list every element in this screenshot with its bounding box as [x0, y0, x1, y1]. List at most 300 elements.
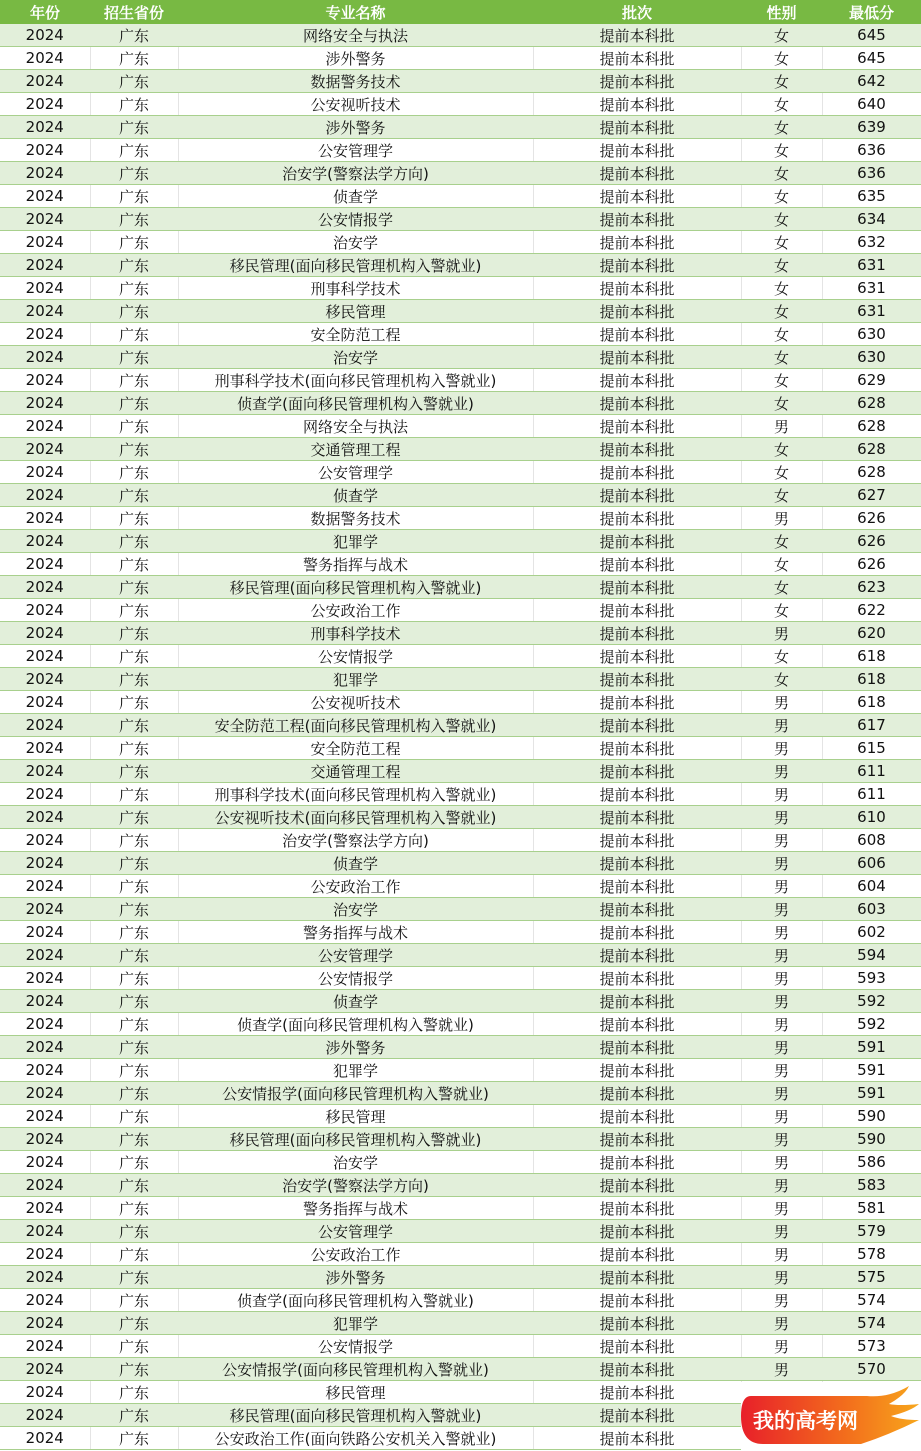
cell-province: 广东 — [90, 139, 178, 162]
cell-gender: 男 — [741, 1082, 822, 1105]
cell-province: 广东 — [90, 622, 178, 645]
cell-year: 2024 — [0, 760, 90, 783]
cell-year: 2024 — [0, 1381, 90, 1404]
cell-gender: 女 — [741, 231, 822, 254]
cell-min-score: 632 — [822, 231, 921, 254]
cell-gender: 男 — [741, 714, 822, 737]
cell-batch: 提前本科批 — [533, 576, 741, 599]
cell-min-score: 573 — [822, 1335, 921, 1358]
cell-batch: 提前本科批 — [533, 93, 741, 116]
cell-year: 2024 — [0, 415, 90, 438]
cell-batch: 提前本科批 — [533, 737, 741, 760]
cell-year: 2024 — [0, 162, 90, 185]
cell-year: 2024 — [0, 369, 90, 392]
table-row — [0, 599, 921, 622]
cell-min-score: 642 — [822, 70, 921, 93]
cell-major: 治安学(警察法学方向) — [178, 1174, 533, 1197]
cell-batch: 提前本科批 — [533, 1174, 741, 1197]
cell-batch: 提前本科批 — [533, 392, 741, 415]
cell-min-score: 627 — [822, 484, 921, 507]
cell-min-score: 626 — [822, 553, 921, 576]
cell-major: 公安政治工作(面向铁路公安机关入警就业) — [178, 1427, 533, 1450]
cell-major: 犯罪学 — [178, 1059, 533, 1082]
cell-major: 数据警务技术 — [178, 70, 533, 93]
cell-major: 侦查学(面向移民管理机构入警就业) — [178, 1289, 533, 1312]
cell-major: 网络安全与执法 — [178, 415, 533, 438]
cell-gender: 男 — [741, 622, 822, 645]
table-row — [0, 1013, 921, 1036]
cell-batch: 提前本科批 — [533, 300, 741, 323]
cell-year: 2024 — [0, 829, 90, 852]
table-row — [0, 1059, 921, 1082]
table-row — [0, 829, 921, 852]
table-row — [0, 461, 921, 484]
cell-major: 数据警务技术 — [178, 507, 533, 530]
cell-gender: 男 — [741, 1243, 822, 1266]
cell-batch: 提前本科批 — [533, 967, 741, 990]
cell-batch: 提前本科批 — [533, 1335, 741, 1358]
cell-min-score: 575 — [822, 1266, 921, 1289]
cell-gender: 男 — [741, 737, 822, 760]
cell-gender: 女 — [741, 369, 822, 392]
cell-min-score: 594 — [822, 944, 921, 967]
cell-gender: 男 — [741, 1059, 822, 1082]
cell-province: 广东 — [90, 507, 178, 530]
cell-major: 侦查学 — [178, 484, 533, 507]
cell-province: 广东 — [90, 1059, 178, 1082]
cell-year: 2024 — [0, 116, 90, 139]
table-row — [0, 507, 921, 530]
cell-batch: 提前本科批 — [533, 254, 741, 277]
cell-min-score: 645 — [822, 47, 921, 70]
cell-gender: 男 — [741, 1266, 822, 1289]
cell-batch: 提前本科批 — [533, 530, 741, 553]
cell-gender: 女 — [741, 300, 822, 323]
cell-province: 广东 — [90, 346, 178, 369]
cell-gender: 女 — [741, 70, 822, 93]
cell-min-score: 583 — [822, 1174, 921, 1197]
cell-province: 广东 — [90, 691, 178, 714]
cell-batch: 提前本科批 — [533, 1243, 741, 1266]
table-row — [0, 346, 921, 369]
cell-gender: 男 — [741, 852, 822, 875]
cell-major: 移民管理(面向移民管理机构入警就业) — [178, 576, 533, 599]
cell-min-score: 581 — [822, 1197, 921, 1220]
cell-major: 安全防范工程 — [178, 323, 533, 346]
cell-major: 治安学(警察法学方向) — [178, 829, 533, 852]
cell-min-score: 610 — [822, 806, 921, 829]
cell-major: 安全防范工程 — [178, 737, 533, 760]
table-row — [0, 760, 921, 783]
table-row — [0, 1036, 921, 1059]
cell-year: 2024 — [0, 1335, 90, 1358]
cell-major: 涉外警务 — [178, 47, 533, 70]
cell-year: 2024 — [0, 231, 90, 254]
table-row — [0, 1358, 921, 1381]
cell-batch: 提前本科批 — [533, 990, 741, 1013]
cell-major: 交通管理工程 — [178, 438, 533, 461]
cell-batch: 提前本科批 — [533, 944, 741, 967]
cell-province: 广东 — [90, 93, 178, 116]
cell-gender: 男 — [741, 990, 822, 1013]
header-batch: 批次 — [533, 0, 741, 24]
cell-batch: 提前本科批 — [533, 1358, 741, 1381]
cell-province: 广东 — [90, 208, 178, 231]
cell-major: 犯罪学 — [178, 668, 533, 691]
table-row — [0, 392, 921, 415]
cell-gender: 男 — [741, 921, 822, 944]
cell-batch: 提前本科批 — [533, 1151, 741, 1174]
cell-province: 广东 — [90, 898, 178, 921]
table-row — [0, 24, 921, 47]
cell-batch: 提前本科批 — [533, 553, 741, 576]
cell-gender: 男 — [741, 1312, 822, 1335]
cell-province: 广东 — [90, 783, 178, 806]
table-row — [0, 93, 921, 116]
cell-year: 2024 — [0, 1427, 90, 1450]
cell-year: 2024 — [0, 806, 90, 829]
cell-batch: 提前本科批 — [533, 622, 741, 645]
cell-min-score: 626 — [822, 530, 921, 553]
cell-major: 公安视听技术(面向移民管理机构入警就业) — [178, 806, 533, 829]
cell-gender: 女 — [741, 24, 822, 47]
cell-province: 广东 — [90, 990, 178, 1013]
cell-year: 2024 — [0, 47, 90, 70]
cell-min-score: 590 — [822, 1128, 921, 1151]
cell-major: 移民管理(面向移民管理机构入警就业) — [178, 1128, 533, 1151]
cell-major: 移民管理 — [178, 300, 533, 323]
cell-major: 侦查学 — [178, 185, 533, 208]
cell-year: 2024 — [0, 1059, 90, 1082]
cell-batch: 提前本科批 — [533, 852, 741, 875]
cell-year: 2024 — [0, 438, 90, 461]
cell-year: 2024 — [0, 1151, 90, 1174]
cell-min-score: 586 — [822, 1151, 921, 1174]
cell-province: 广东 — [90, 553, 178, 576]
cell-province: 广东 — [90, 668, 178, 691]
cell-gender: 女 — [741, 323, 822, 346]
cell-province: 广东 — [90, 645, 178, 668]
cell-gender: 男 — [741, 967, 822, 990]
cell-year: 2024 — [0, 714, 90, 737]
cell-min-score: 626 — [822, 507, 921, 530]
cell-batch: 提前本科批 — [533, 1013, 741, 1036]
cell-major: 治安学 — [178, 231, 533, 254]
header-row — [0, 0, 921, 24]
table-row — [0, 622, 921, 645]
table-row — [0, 806, 921, 829]
cell-major: 公安政治工作 — [178, 875, 533, 898]
cell-min-score: 578 — [822, 1243, 921, 1266]
cell-major: 公安管理学 — [178, 1220, 533, 1243]
cell-min-score: 606 — [822, 852, 921, 875]
cell-gender: 女 — [741, 553, 822, 576]
cell-province: 广东 — [90, 116, 178, 139]
table-row — [0, 921, 921, 944]
cell-batch: 提前本科批 — [533, 231, 741, 254]
cell-major: 公安政治工作 — [178, 1243, 533, 1266]
cell-gender: 男 — [741, 1174, 822, 1197]
cell-batch: 提前本科批 — [533, 691, 741, 714]
header-major: 专业名称 — [178, 0, 533, 24]
cell-gender: 女 — [741, 254, 822, 277]
table-row — [0, 1197, 921, 1220]
cell-batch: 提前本科批 — [533, 415, 741, 438]
cell-batch: 提前本科批 — [533, 1036, 741, 1059]
cell-year: 2024 — [0, 1358, 90, 1381]
table-row — [0, 116, 921, 139]
cell-province: 广东 — [90, 1220, 178, 1243]
cell-gender: 男 — [741, 1220, 822, 1243]
cell-min-score: 592 — [822, 1013, 921, 1036]
cell-min-score: 635 — [822, 185, 921, 208]
cell-batch: 提前本科批 — [533, 1128, 741, 1151]
cell-batch: 提前本科批 — [533, 1427, 741, 1450]
cell-major: 警务指挥与战术 — [178, 1197, 533, 1220]
cell-batch: 提前本科批 — [533, 875, 741, 898]
cell-province: 广东 — [90, 185, 178, 208]
cell-gender: 男 — [741, 691, 822, 714]
cell-province: 广东 — [90, 1105, 178, 1128]
cell-min-score: 622 — [822, 599, 921, 622]
cell-batch: 提前本科批 — [533, 1289, 741, 1312]
cell-province: 广东 — [90, 1381, 178, 1404]
cell-batch: 提前本科批 — [533, 323, 741, 346]
cell-major: 公安情报学(面向移民管理机构入警就业) — [178, 1358, 533, 1381]
cell-major: 刑事科学技术 — [178, 277, 533, 300]
table-row — [0, 1151, 921, 1174]
cell-year: 2024 — [0, 852, 90, 875]
cell-major: 警务指挥与战术 — [178, 553, 533, 576]
cell-min-score: 608 — [822, 829, 921, 852]
cell-min-score: 604 — [822, 875, 921, 898]
table-row — [0, 1128, 921, 1151]
cell-batch: 提前本科批 — [533, 1105, 741, 1128]
cell-min-score: 590 — [822, 1105, 921, 1128]
cell-major: 侦查学 — [178, 852, 533, 875]
table-row — [0, 645, 921, 668]
cell-min-score: 591 — [822, 1082, 921, 1105]
cell-min-score: 570 — [822, 1358, 921, 1381]
cell-province: 广东 — [90, 714, 178, 737]
cell-batch: 提前本科批 — [533, 1197, 741, 1220]
cell-min-score: 634 — [822, 208, 921, 231]
cell-year: 2024 — [0, 484, 90, 507]
cell-year: 2024 — [0, 507, 90, 530]
cell-batch: 提前本科批 — [533, 599, 741, 622]
cell-gender: 男 — [741, 1335, 822, 1358]
cell-year: 2024 — [0, 346, 90, 369]
cell-province: 广东 — [90, 1036, 178, 1059]
cell-major: 刑事科学技术 — [178, 622, 533, 645]
cell-province: 广东 — [90, 1151, 178, 1174]
header-year: 年份 — [0, 0, 90, 24]
cell-year: 2024 — [0, 1197, 90, 1220]
cell-gender: 女 — [741, 530, 822, 553]
cell-province: 广东 — [90, 300, 178, 323]
cell-batch: 提前本科批 — [533, 139, 741, 162]
cell-year: 2024 — [0, 576, 90, 599]
table-row — [0, 369, 921, 392]
cell-province: 广东 — [90, 760, 178, 783]
cell-province: 广东 — [90, 1174, 178, 1197]
cell-major: 公安情报学 — [178, 967, 533, 990]
cell-province: 广东 — [90, 438, 178, 461]
cell-gender: 男 — [741, 1197, 822, 1220]
cell-province: 广东 — [90, 47, 178, 70]
table-body — [0, 24, 921, 1450]
table-row — [0, 990, 921, 1013]
cell-major: 侦查学 — [178, 990, 533, 1013]
cell-year: 2024 — [0, 1289, 90, 1312]
table-row — [0, 139, 921, 162]
cell-province: 广东 — [90, 852, 178, 875]
cell-province: 广东 — [90, 484, 178, 507]
cell-batch: 提前本科批 — [533, 70, 741, 93]
table-row — [0, 1312, 921, 1335]
cell-major: 治安学 — [178, 346, 533, 369]
cell-year: 2024 — [0, 990, 90, 1013]
cell-min-score: 615 — [822, 737, 921, 760]
cell-province: 广东 — [90, 254, 178, 277]
cell-major: 公安情报学(面向移民管理机构入警就业) — [178, 1082, 533, 1105]
cell-min-score: 602 — [822, 921, 921, 944]
cell-year: 2024 — [0, 1174, 90, 1197]
cell-batch: 提前本科批 — [533, 507, 741, 530]
cell-gender: 女 — [741, 185, 822, 208]
cell-year: 2024 — [0, 1128, 90, 1151]
cell-year: 2024 — [0, 208, 90, 231]
cell-year: 2024 — [0, 1266, 90, 1289]
watermark-text: 我的高考网 — [753, 1409, 858, 1433]
cell-major: 涉外警务 — [178, 116, 533, 139]
cell-year: 2024 — [0, 93, 90, 116]
cell-min-score: 640 — [822, 93, 921, 116]
cell-gender: 女 — [741, 576, 822, 599]
cell-year: 2024 — [0, 185, 90, 208]
cell-gender: 男 — [741, 806, 822, 829]
table-row — [0, 875, 921, 898]
table-row — [0, 668, 921, 691]
cell-min-score: 645 — [822, 24, 921, 47]
cell-major: 涉外警务 — [178, 1266, 533, 1289]
cell-major: 安全防范工程(面向移民管理机构入警就业) — [178, 714, 533, 737]
cell-major: 警务指挥与战术 — [178, 921, 533, 944]
cell-province: 广东 — [90, 1266, 178, 1289]
table-row — [0, 576, 921, 599]
cell-province: 广东 — [90, 737, 178, 760]
cell-year: 2024 — [0, 622, 90, 645]
cell-batch: 提前本科批 — [533, 921, 741, 944]
cell-province: 广东 — [90, 921, 178, 944]
table-row — [0, 254, 921, 277]
cell-gender: 男 — [741, 1128, 822, 1151]
cell-year: 2024 — [0, 70, 90, 93]
cell-major: 刑事科学技术(面向移民管理机构入警就业) — [178, 783, 533, 806]
table-row — [0, 185, 921, 208]
cell-year: 2024 — [0, 921, 90, 944]
cell-major: 网络安全与执法 — [178, 24, 533, 47]
table-row — [0, 783, 921, 806]
cell-gender: 女 — [741, 668, 822, 691]
cell-batch: 提前本科批 — [533, 1220, 741, 1243]
cell-province: 广东 — [90, 1243, 178, 1266]
cell-year: 2024 — [0, 530, 90, 553]
cell-gender: 女 — [741, 47, 822, 70]
cell-batch: 提前本科批 — [533, 484, 741, 507]
cell-gender: 男 — [741, 829, 822, 852]
cell-year: 2024 — [0, 392, 90, 415]
cell-min-score: 592 — [822, 990, 921, 1013]
table-row — [0, 70, 921, 93]
cell-year: 2024 — [0, 1243, 90, 1266]
cell-major: 公安管理学 — [178, 139, 533, 162]
cell-min-score: 593 — [822, 967, 921, 990]
cell-gender: 女 — [741, 645, 822, 668]
table-row — [0, 737, 921, 760]
cell-batch: 提前本科批 — [533, 116, 741, 139]
cell-major: 公安情报学 — [178, 1335, 533, 1358]
cell-batch: 提前本科批 — [533, 1266, 741, 1289]
table-row — [0, 484, 921, 507]
cell-batch: 提前本科批 — [533, 277, 741, 300]
cell-min-score: 630 — [822, 323, 921, 346]
cell-gender: 男 — [741, 875, 822, 898]
cell-province: 广东 — [90, 231, 178, 254]
cell-province: 广东 — [90, 1013, 178, 1036]
cell-year: 2024 — [0, 139, 90, 162]
cell-major: 公安管理学 — [178, 944, 533, 967]
cell-batch: 提前本科批 — [533, 898, 741, 921]
cell-batch: 提前本科批 — [533, 162, 741, 185]
cell-min-score: 603 — [822, 898, 921, 921]
cell-major: 侦查学(面向移民管理机构入警就业) — [178, 392, 533, 415]
cell-province: 广东 — [90, 875, 178, 898]
cell-province: 广东 — [90, 1358, 178, 1381]
cell-year: 2024 — [0, 553, 90, 576]
cell-min-score: 611 — [822, 783, 921, 806]
cell-province: 广东 — [90, 392, 178, 415]
watermark-logo — [741, 1382, 921, 1451]
cell-min-score: 620 — [822, 622, 921, 645]
cell-province: 广东 — [90, 1427, 178, 1450]
cell-min-score: 574 — [822, 1289, 921, 1312]
cell-batch: 提前本科批 — [533, 783, 741, 806]
cell-year: 2024 — [0, 300, 90, 323]
header-gender: 性别 — [741, 0, 822, 24]
cell-min-score: 579 — [822, 1220, 921, 1243]
cell-province: 广东 — [90, 1197, 178, 1220]
cell-gender: 男 — [741, 1013, 822, 1036]
cell-year: 2024 — [0, 875, 90, 898]
cell-year: 2024 — [0, 967, 90, 990]
cell-major: 公安管理学 — [178, 461, 533, 484]
cell-gender: 女 — [741, 162, 822, 185]
cell-min-score: 574 — [822, 1312, 921, 1335]
table-row — [0, 1082, 921, 1105]
cell-province: 广东 — [90, 1335, 178, 1358]
cell-major: 公安视听技术 — [178, 691, 533, 714]
table-row — [0, 1289, 921, 1312]
table-row — [0, 162, 921, 185]
cell-province: 广东 — [90, 1312, 178, 1335]
cell-province: 广东 — [90, 323, 178, 346]
cell-major: 犯罪学 — [178, 1312, 533, 1335]
header-min-score: 最低分 — [822, 0, 921, 24]
cell-gender: 男 — [741, 783, 822, 806]
cell-gender: 女 — [741, 208, 822, 231]
table-row — [0, 47, 921, 70]
